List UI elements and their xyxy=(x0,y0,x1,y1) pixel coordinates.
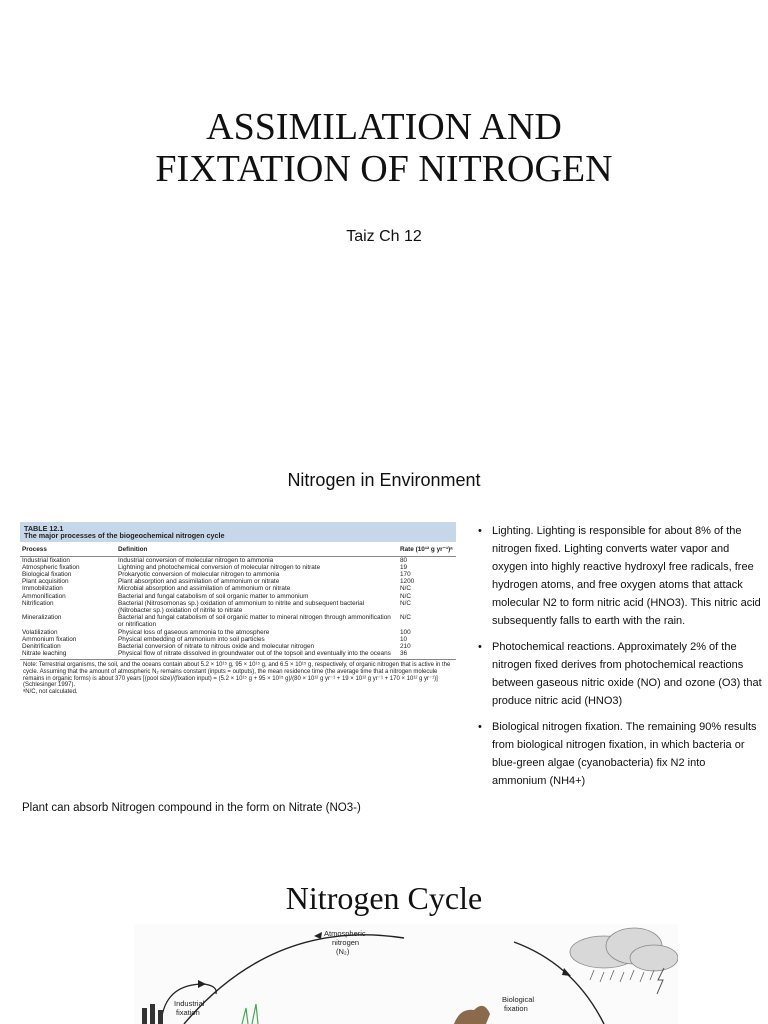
bullet-item xyxy=(476,522,762,630)
bullet-dot: • xyxy=(478,721,482,733)
rate-cell: 170 xyxy=(400,571,411,579)
definition-cell: Bacterial and fungal catabolism of soil organic matter to mineral nitrogen through ammonification or nitrification xyxy=(118,614,391,629)
process-cell: Atmospheric fixation xyxy=(22,563,80,571)
table-row xyxy=(20,600,456,614)
absorption-caption: Plant can absorb Nitrogen compound in the form on Nitrate (NO3-) xyxy=(22,802,361,814)
definition-cell: Industrial conversion of molecular nitrogen to ammonia xyxy=(118,556,274,564)
column-header-definition: Definition xyxy=(116,546,398,556)
rate-cell: 100 xyxy=(400,628,411,636)
table-row xyxy=(20,571,456,578)
slide-title xyxy=(0,106,768,190)
table-row xyxy=(20,636,456,643)
label-nitrogen: nitrogen xyxy=(332,938,360,947)
process-cell: Volatilization xyxy=(22,628,58,636)
environment-slide xyxy=(0,440,768,840)
definition-cell: Physical flow of nitrate dissolved in groundwater out of the topsoil and eventually into the oceans xyxy=(116,650,398,660)
process-cell: Biological fixation xyxy=(22,571,72,579)
rate-cell: 80 xyxy=(400,556,408,564)
title-line-2: FIXTATION OF NITROGEN xyxy=(155,148,613,190)
bullet-text: Photochemical reactions. Approximately 2% of the nitrogen fixed derives from photochemical reactions between gaseous nitric oxide (NO) and ozone (O3) that produce nitric acid (HNO3) xyxy=(492,641,762,707)
process-cell: Plant acquisition xyxy=(22,578,69,586)
bullet-text: Lighting. Lighting is responsible for about 8% of the nitrogen fixed. Lighting converts water vapor and oxygen into highly reactive hydroxyl free radicals, free hydrogen atoms, and free oxygen atoms that attack molecular N2 to form nitric acid (HNO3). This nitric acid subsequently falls to earth with the rain. xyxy=(492,525,761,627)
column-header-rate: Rate (10¹² g yr⁻¹)ᵃ xyxy=(398,546,456,556)
process-cell: Denitrification xyxy=(22,643,61,651)
process-cell: Nitrification xyxy=(22,599,54,607)
process-table xyxy=(20,546,456,660)
definition-cell: Physical embedding of ammonium into soil particles xyxy=(118,635,265,643)
nitrogen-cycle-table xyxy=(20,522,456,750)
title-slide xyxy=(0,0,768,440)
table-name: TABLE 12.1 xyxy=(24,524,64,533)
table-row xyxy=(20,614,456,628)
definition-cell: Bacterial conversion of nitrate to nitrous oxide and molecular nitrogen xyxy=(118,643,315,651)
label-biological: Biological xyxy=(502,995,535,1004)
process-cell: Immobilization xyxy=(22,585,63,593)
fixation-bullets xyxy=(476,522,762,798)
rate-cell: 19 xyxy=(400,563,408,571)
rate-cell: 1200 xyxy=(400,578,415,586)
table-row xyxy=(20,629,456,636)
definition-cell: Prokaryotic conversion of molecular nitrogen to ammonia xyxy=(118,571,280,579)
rate-cell: 210 xyxy=(400,643,411,651)
process-cell: Mineralization xyxy=(22,614,62,622)
definition-cell: Lightning and photochemical conversion of molecular nitrogen to nitrate xyxy=(118,563,321,571)
factory-chimney-icon xyxy=(150,1004,155,1024)
definition-cell: Bacterial and fungal catabolism of soil organic matter to ammonium xyxy=(118,592,309,600)
slide-subtitle: Taiz Ch 12 xyxy=(346,228,422,245)
bullet-dot: • xyxy=(478,641,482,653)
label-atmospheric: Atmospheric xyxy=(324,929,366,938)
process-cell: Industrial fixation xyxy=(22,556,70,564)
rate-cell: 36 xyxy=(398,650,456,660)
table-header xyxy=(20,522,456,542)
table-row xyxy=(20,564,456,571)
table-caption: The major processes of the biogeochemical nitrogen cycle xyxy=(24,531,225,541)
label-n2: (N₂) xyxy=(336,947,350,956)
rate-cell: 10 xyxy=(400,635,408,643)
nitrogen-cycle-diagram xyxy=(134,924,678,1024)
title-line-1: ASSIMILATION AND xyxy=(206,106,562,148)
definition-cell: Bacterial (Nitrosomonas sp.) oxidation of ammonium to nitrite and subsequent bacterial (Nitrobacter sp.) oxidation of nitrite to nitrate xyxy=(118,599,365,615)
table-row xyxy=(20,643,456,650)
process-cell: Ammonium fixation xyxy=(22,635,77,643)
rate-cell: N/C xyxy=(400,592,412,600)
rate-cell: N/C xyxy=(400,599,412,607)
table-row xyxy=(20,593,456,600)
process-cell: Ammonification xyxy=(22,592,66,600)
nitrogen-cycle-slide xyxy=(0,840,768,1024)
table-row xyxy=(20,556,456,564)
definition-cell: Physical loss of gaseous ammonia to the atmosphere xyxy=(118,628,270,636)
factory-chimney-icon xyxy=(158,1010,163,1024)
factory-chimney-icon xyxy=(142,1008,147,1024)
bullet-text: Biological nitrogen fixation. The remaining 90% results from biological nitrogen fixation, in which bacteria or blue-green algae (cyanobacteria) fix N2 into ammonium (NH4+) xyxy=(492,721,757,787)
table-note-text: Note: Terrestrial organisms, the soil, and the oceans contain about 5.2 × 10¹⁵ g, 95 × 10¹⁵ g, and 6.5 × 10¹⁵ g, respectively, of organic nitrogen that is active in the cycle. Assuming that the amount of atmospheric N₂ remains constant (inputs = outputs), the mean residence time (the average time that a nitrogen molecule remains in organic forms) is about 370 years [(pool size)/(fixation input) = (5.2 × 10¹⁵ g + 95 × 10¹⁵ g)/(80 × 10¹² g yr⁻¹ + 19 × 10¹² g yr⁻¹ + 170 × 10¹² g yr⁻¹)] (Schlesinger 1997). xyxy=(23,662,451,689)
definition-cell: Plant absorption and assimilation of ammonium or nitrate xyxy=(118,578,280,586)
bullet-item xyxy=(476,718,762,790)
label-biological-fixation: fixation xyxy=(504,1004,528,1013)
rate-cell: N/C xyxy=(400,614,412,622)
table-row xyxy=(20,650,456,660)
table-row xyxy=(20,578,456,585)
rate-cell: N/C xyxy=(400,585,412,593)
label-industrial: Industrial xyxy=(174,999,205,1008)
table-footnote: ᵃN/C, not calculated. xyxy=(23,688,78,695)
column-header-process: Process xyxy=(20,546,116,556)
bullet-dot: • xyxy=(478,525,482,537)
label-industrial-fixation: fixation xyxy=(176,1008,200,1017)
bullet-item xyxy=(476,638,762,710)
slide-title: Nitrogen in Environment xyxy=(287,470,481,490)
table-row xyxy=(20,585,456,592)
process-cell: Nitrate leaching xyxy=(20,650,116,660)
table-header-row xyxy=(20,546,456,556)
slide-title: Nitrogen Cycle xyxy=(285,880,483,916)
table-note xyxy=(20,660,456,697)
definition-cell: Microbial absorption and assimilation of ammonium or nitrate xyxy=(118,585,291,593)
